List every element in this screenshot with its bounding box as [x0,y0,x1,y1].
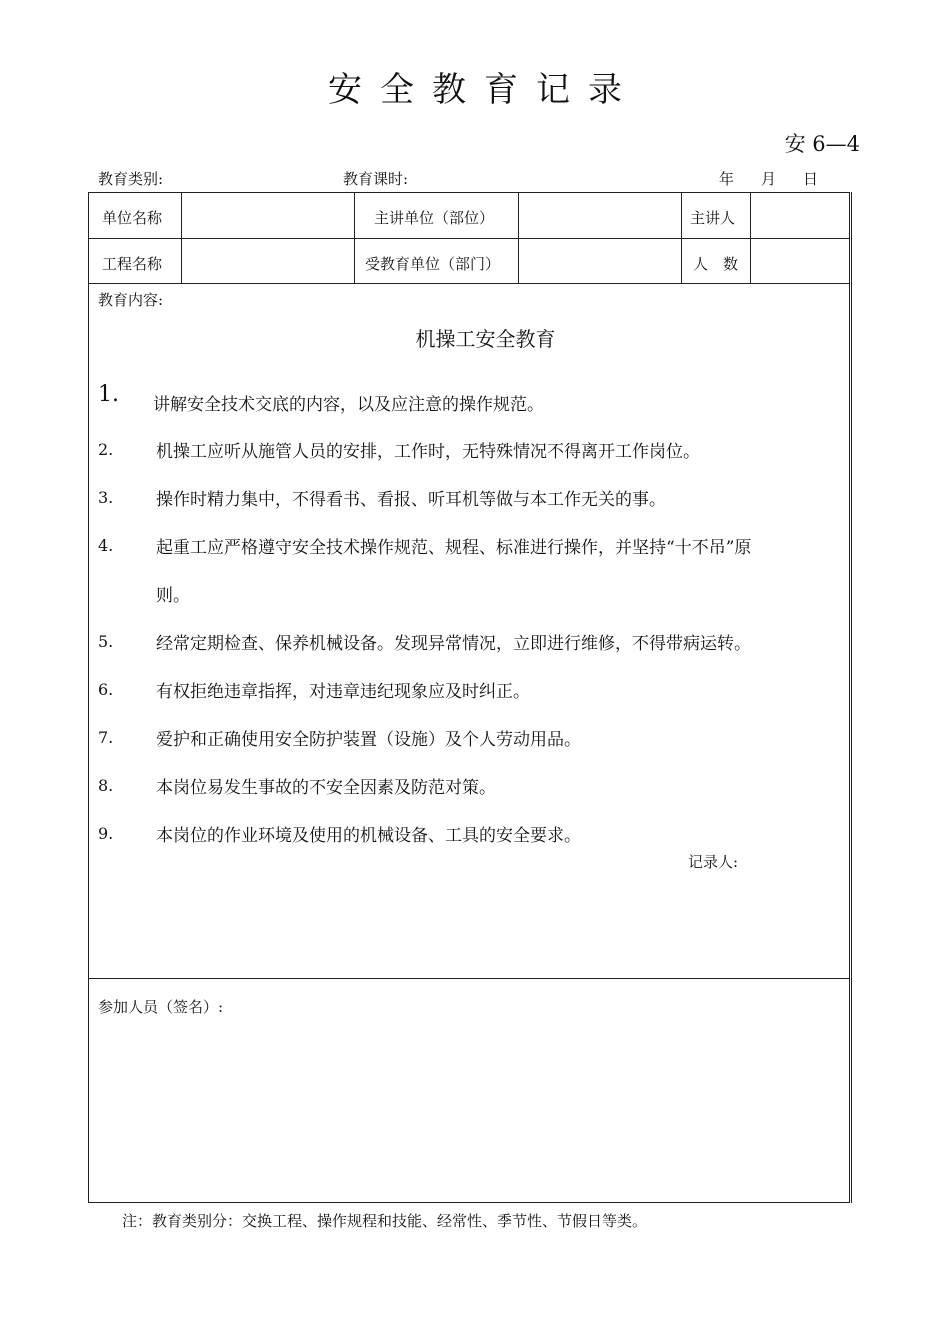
table-col-divider [181,192,182,283]
lecturer-label: 主讲人 [690,209,736,227]
headcount-label: 人 数 [693,255,739,273]
content-label: 教育内容: [98,291,164,309]
item-text: 经常定期检查、保养机械设备。发现异常情况，立即进行维修，不得带病运转。 [156,634,751,654]
item-text: 爱护和正确使用安全防护装置（设施）及个人劳动用品。 [156,730,581,750]
footnote: 注：教育类别分：交换工程、操作规程和技能、经常性、季节性、节假日等类。 [122,1212,648,1230]
title-char: 录 [588,70,622,110]
table-row-divider [88,283,850,284]
item-number: 3. [98,488,114,507]
table-col-divider [681,192,682,283]
education-category-label: 教育类别: [98,170,164,188]
item-text-continued: 则。 [156,586,190,606]
recorder-label: 记录人: [688,853,739,871]
item-number: 6. [98,680,114,699]
item-number: 1. [98,382,119,407]
item-number: 2. [98,440,114,459]
unit-name-label: 单位名称 [102,209,163,227]
participants-label: 参加人员（签名）: [98,998,224,1016]
title-char: 教 [432,70,466,110]
date-year-label: 年 [719,170,735,188]
table-col-divider [354,192,355,283]
date-month-label: 月 [761,170,777,188]
title-char: 育 [484,70,518,110]
table-col-divider [518,192,519,283]
form-code: 安 6—4 [784,132,860,156]
date-day-label: 日 [803,170,819,188]
table-row-divider [88,978,850,979]
item-text: 本岗位的作业环境及使用的机械设备、工具的安全要求。 [156,826,581,846]
item-text: 操作时精力集中，不得看书、看报、听耳机等做与本工作无关的事。 [156,490,666,510]
item-text: 起重工应严格遵守安全技术操作规范、规程、标准进行操作，并坚持“十不吊”原 [156,538,752,558]
item-text: 有权拒绝违章指挥，对违章违纪现象应及时纠正。 [156,682,530,702]
trained-unit-label: 受教育单位（部门） [365,255,501,273]
project-name-label: 工程名称 [102,255,163,273]
item-text: 讲解安全技术交底的内容，以及应注意的操作规范。 [153,395,544,415]
education-hours-label: 教育课时: [343,170,409,188]
item-text: 机操工应听从施管人员的安排，工作时，无特殊情况不得离开工作岗位。 [156,442,700,462]
title-char: 记 [536,70,570,110]
table-row-divider [88,238,850,239]
item-number: 9. [98,824,114,843]
table-col-divider [750,192,751,283]
item-text: 本岗位易发生事故的不安全因素及防范对策。 [156,778,496,798]
lecture-unit-label: 主讲单位（部位） [374,209,495,227]
content-heading: 机操工安全教育 [415,327,556,351]
item-number: 7. [98,728,114,747]
item-number: 8. [98,776,114,795]
item-number: 5. [98,632,114,651]
title-char: 全 [380,70,414,110]
title-char: 安 [328,70,362,110]
item-number: 4. [98,536,114,555]
page-title [0,62,950,111]
